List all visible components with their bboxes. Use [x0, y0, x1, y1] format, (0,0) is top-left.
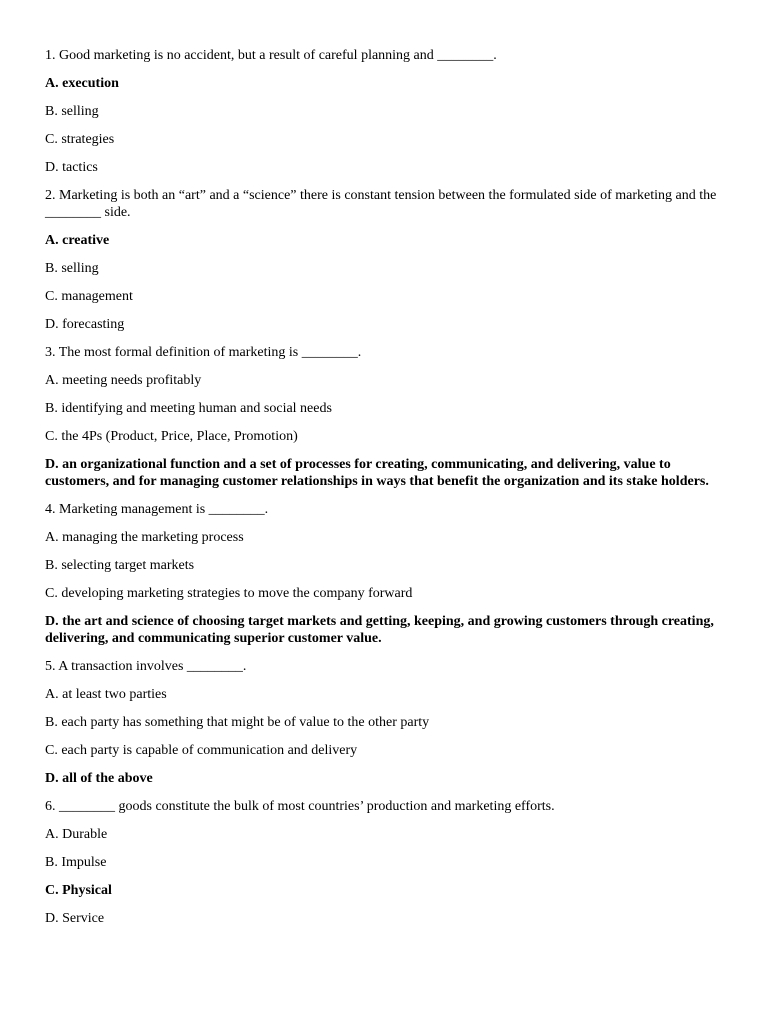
question-4 — [45, 501, 735, 647]
answer-option: B. identifying and meeting human and social needs — [45, 401, 332, 416]
answer-option: A. meeting needs profitably — [45, 373, 202, 388]
answer-option: D. forecasting — [45, 317, 125, 332]
question-5 — [45, 658, 735, 787]
answer-option-correct: A. execution — [45, 76, 119, 91]
answer-option: B. each party has something that might be of value to the other party — [45, 715, 430, 730]
quiz-document — [45, 47, 735, 938]
answer-option: D. tactics — [45, 160, 98, 175]
question-2 — [45, 187, 735, 333]
answer-option-correct: C. Physical — [45, 883, 112, 898]
answer-option: D. Service — [45, 911, 105, 926]
answer-option: A. at least two parties — [45, 687, 167, 702]
answer-option: B. selling — [45, 261, 99, 276]
answer-option: A. Durable — [45, 827, 108, 842]
question-stem: 3. The most formal definition of marketing is ________. — [45, 345, 362, 360]
question-stem: 4. Marketing management is ________. — [45, 502, 269, 517]
answer-option: C. developing marketing strategies to move the company forward — [45, 586, 413, 601]
answer-option: C. the 4Ps (Product, Price, Place, Promotion) — [45, 429, 298, 444]
answer-option-correct: D. all of the above — [45, 771, 153, 786]
answer-option: C. management — [45, 289, 133, 304]
answer-option-correct: A. creative — [45, 233, 110, 248]
answer-option: B. selecting target markets — [45, 558, 195, 573]
answer-option-correct: D. an organizational function and a set of processes for creating, communicating, and delivering, value to customers, and for managing customer relationships in ways that benefit the organization and its stake holders. — [45, 457, 709, 489]
question-stem: 1. Good marketing is no accident, but a result of careful planning and ________. — [45, 48, 497, 63]
answer-option: C. each party is capable of communication and delivery — [45, 743, 358, 758]
answer-option: C. strategies — [45, 132, 115, 147]
question-stem: 2. Marketing is both an “art” and a “science” there is constant tension between the formulated side of marketing and the ________ side. — [45, 188, 717, 220]
question-stem: 6. ________ goods constitute the bulk of most countries’ production and marketing efforts. — [45, 799, 555, 814]
question-stem: 5. A transaction involves ________. — [45, 659, 247, 674]
answer-option: B. selling — [45, 104, 99, 119]
question-1 — [45, 47, 735, 176]
answer-option: A. managing the marketing process — [45, 530, 244, 545]
answer-option-correct: D. the art and science of choosing target markets and getting, keeping, and growing customers through creating, delivering, and communicating superior customer value. — [45, 614, 714, 646]
question-6 — [45, 798, 735, 927]
answer-option: B. Impulse — [45, 855, 107, 870]
question-3 — [45, 344, 735, 490]
